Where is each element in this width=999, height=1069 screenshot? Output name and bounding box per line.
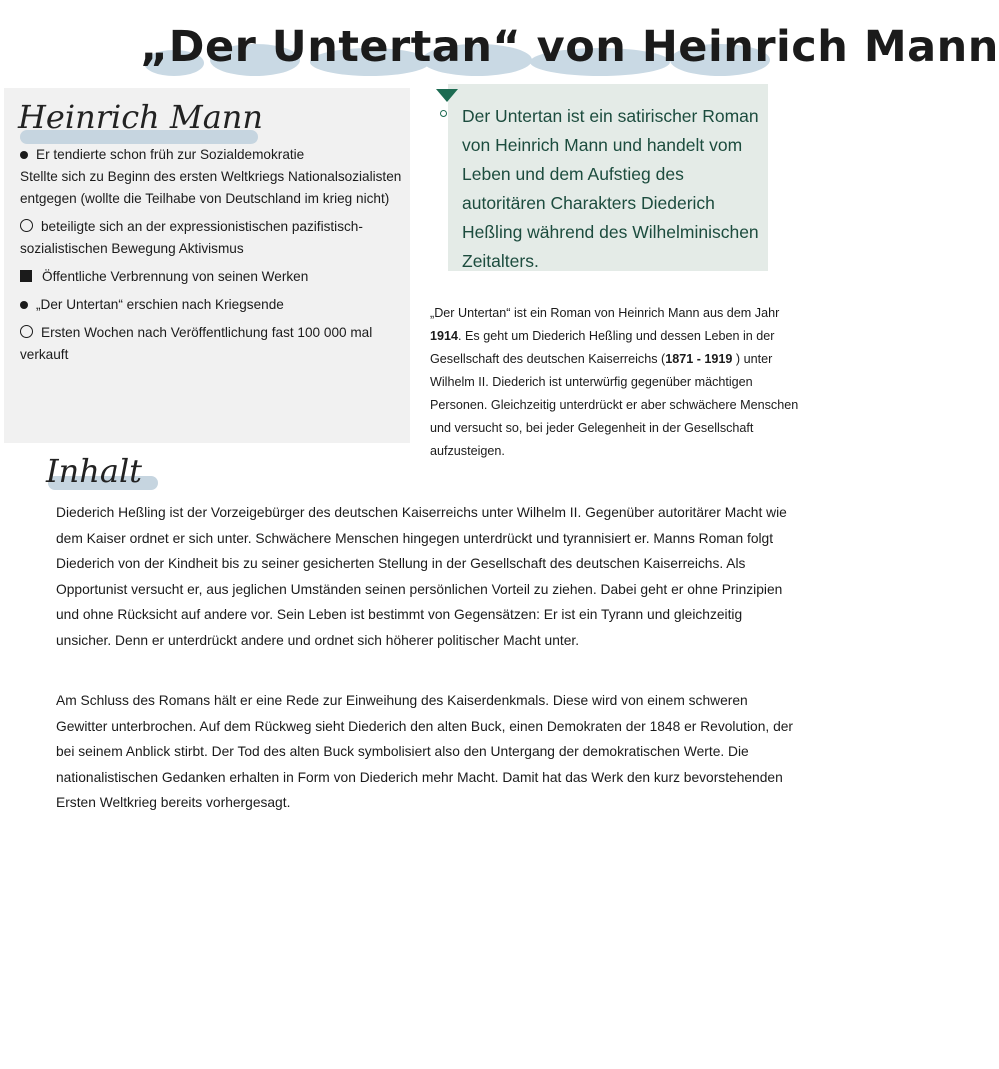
description-text: ) unter Wilhelm II. Diederich ist unterwürfig gegenüber mächtigen Personen. Gleichzeitig unterdrückt er aber schwächere Menschen und versucht so, bei jeder Gelegenheit in der Gesellschaft aufzusteigen. (430, 352, 799, 458)
bullet-dot-icon (20, 151, 28, 159)
author-heading-wrap (18, 98, 263, 136)
author-heading: Heinrich Mann (18, 98, 263, 136)
list-item (20, 144, 404, 166)
list-item (20, 216, 404, 260)
novel-description (430, 302, 810, 463)
description-text: . Es geht um Diederich Heßling und dessen Leben in der Gesellschaft des deutschen Kaiserreichs ( (430, 329, 775, 366)
content-paragraph-1: Diederich Heßling ist der Vorzeigebürger des deutschen Kaiserreichs unter Wilhelm II. Gegenüber autoritärer Macht wie dem Kaiser ordnet er sich unter. Schwächere Menschen hingegen unterdrückt und tyrannisiert er. Manns Roman folgt Diederich von der Kindheit bis zu seiner gesicherten Stellung in der Gesellschaft des deutschen Kaiserreichs. Als Opportunist versucht er, aus jeglichen Umständen seinen persönlichen Vorteil zu ziehen. Dabei geht er ohne Prinzipien und ohne Rücksicht auf andere vor. Sein Leben ist bestimmt von Gegensätzen: Er ist ein Tyrann und gleichzeitig unsicher. Denn er unterdrückt andere und ordnet sich höherer politischer Macht unter. (56, 505, 787, 648)
circle-marker-icon (440, 110, 447, 117)
list-item (20, 294, 404, 316)
list-item-text: „Der Untertan“ erschien nach Kriegsende (36, 297, 284, 312)
summary-box (448, 84, 768, 271)
bullet-dot-icon (20, 301, 28, 309)
list-item (20, 266, 404, 288)
description-text: „Der Untertan“ ist ein Roman von Heinrich Mann aus dem Jahr (430, 306, 780, 320)
summary-text: Der Untertan ist ein satirischer Roman von Heinrich Mann und handelt vom Leben und dem Aufstieg des autoritären Charakters Diederich Heßling während des Wilhelminischen Zeitalters. (462, 106, 759, 271)
list-item-text: beteiligte sich an der expressionistischen pazifistisch-sozialistischen Bewegung Aktivismus (20, 219, 363, 256)
title-area (130, 14, 999, 84)
list-item-text: Öffentliche Verbrennung von seinen Werken (42, 269, 309, 284)
triangle-marker-icon (436, 89, 458, 102)
list-item (20, 322, 404, 366)
bullet-square-icon (20, 270, 32, 282)
author-box (4, 88, 410, 443)
empire-years: 1871 - 1919 (665, 352, 733, 366)
page-title: „Der Untertan“ von Heinrich Mann (140, 22, 999, 72)
content-heading: Inhalt (46, 452, 143, 490)
bullet-circle-icon (20, 325, 33, 338)
list-item (20, 166, 404, 210)
content-heading-wrap (46, 452, 142, 490)
bullet-circle-icon (20, 219, 33, 232)
author-facts-list (20, 144, 404, 372)
publication-year: 1914 (430, 329, 459, 343)
content-paragraph-2: Am Schluss des Romans hält er eine Rede zur Einweihung des Kaiserdenkmals. Diese wird von einem schweren Gewitter unterbrochen. Auf dem Rückweg sieht Diederich den alten Buck, einen Demokraten der 1848 er Revolution, der bei seinem Anblick stirbt. Der Tod des alten Buck symbolisiert also den Untergang der demokratischen Werte. Die nationalistischen Gedanken erhalten in Form von Diederich mehr Macht. Damit hat das Werk den kurz bevorstehenden Ersten Weltkrieg bereits vorhergesagt. (56, 693, 794, 810)
list-item-text: Er tendierte schon früh zur Sozialdemokratie (36, 147, 305, 162)
list-item-text: Stellte sich zu Beginn des ersten Weltkriegs Nationalsozialisten entgegen (wollte die Teilhabe von Deutschland im krieg nicht) (20, 169, 402, 206)
list-item-text: Ersten Wochen nach Veröffentlichung fast 100 000 mal verkauft (20, 325, 373, 362)
